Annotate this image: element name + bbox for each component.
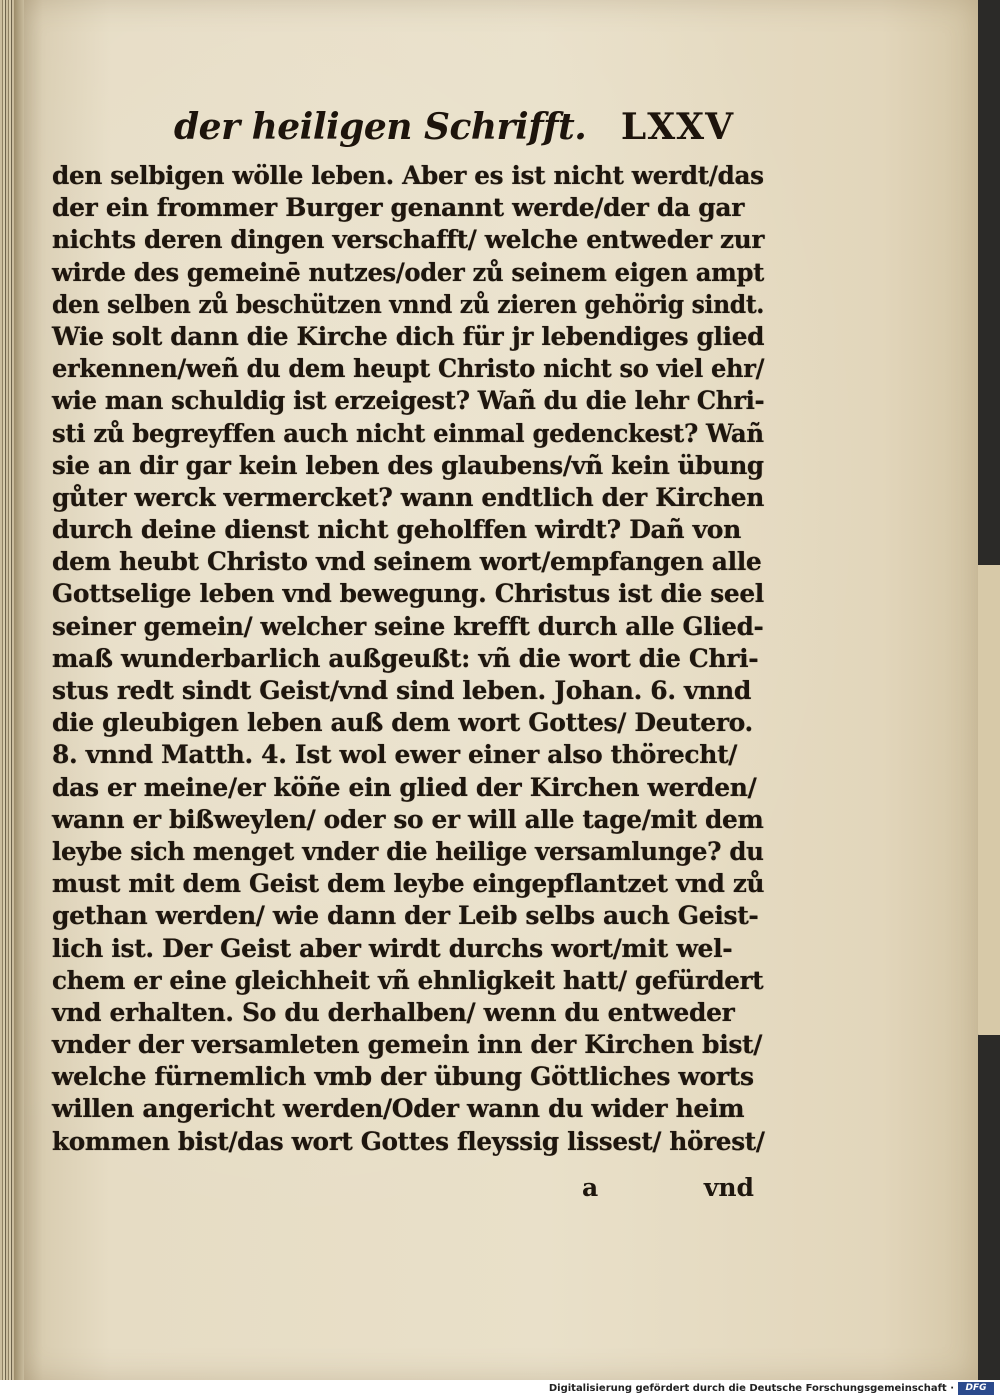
text-line: willen angericht werden/Oder wann du wider heim	[52, 1094, 745, 1124]
running-head-title: der heiligen Schrifft.	[174, 106, 587, 148]
text-line: wirde des gemeinē nutzes/oder zů seinem eigen ampt	[52, 257, 765, 287]
page-stack-edge	[0, 0, 14, 1380]
text-block	[52, 160, 765, 1158]
text-line: lich ist. Der Geist aber wirdt durchs wort/mit wel-	[52, 933, 733, 963]
text-line: stus redt sindt Geist/vnd sind leben. Johan. 6. vnnd	[52, 676, 751, 705]
catchword: vnd	[703, 1173, 754, 1202]
credit-bar	[0, 1380, 1000, 1397]
book-page	[14, 0, 978, 1380]
dfg-logo: DFG	[958, 1382, 994, 1395]
text-line: sti zů begreyffen auch nicht einmal gedenckest? Wañ	[52, 418, 764, 448]
text-line: den selbigen wölle leben. Aber es ist nicht werdt/das	[52, 161, 764, 190]
text-line: wie man schuldig ist erzeigest? Wañ du die lehr Chri-	[52, 386, 765, 416]
signature-mark: a	[582, 1173, 599, 1202]
text-line: dem heubt Christo vnd seinem wort/empfangen alle	[52, 547, 762, 577]
text-line: kommen bist/das wort Gottes fleyssig lissest/ hörest/	[52, 1126, 765, 1156]
text-line: der ein frommer Burger genannt werde/der da gar	[52, 193, 745, 223]
page-footer	[54, 1168, 754, 1208]
text-line: Gottselige leben vnd bewegung. Christus ist die seel	[52, 579, 764, 609]
text-line: seiner gemein/ welcher seine krefft durch alle Glied-	[52, 611, 764, 641]
funding-credit: Digitalisierung gefördert durch die Deutsche Forschungsgemeinschaft ·	[548, 1383, 954, 1394]
text-line: nichts deren dingen verschafft/ welche entweder zur	[52, 225, 765, 255]
folio-number: LXXV	[620, 106, 734, 148]
text-line: leybe sich menget vnder die heilige versamlunge? du	[52, 836, 764, 866]
text-line: Wie solt dann die Kirche dich für jr lebendiges glied	[52, 321, 765, 351]
text-line: vnd erhalten. So du derhalben/ wenn du entweder	[52, 997, 735, 1027]
text-line: die gleubigen leben auß dem wort Gottes/ Deutero.	[52, 708, 753, 738]
text-line: maß wunderbarlich außgeußt: vñ die wort die Chri-	[52, 643, 759, 673]
text-line: den selben zů beschützen vnnd zů zieren gehörig sindt.	[52, 289, 765, 319]
gutter-shadow	[14, 0, 24, 1380]
text-line: 8. vnnd Matth. 4. Ist wol ewer einer also thörecht/	[52, 740, 738, 770]
book-clasp-tab	[975, 565, 1000, 1035]
text-line: durch deine dienst nicht geholffen wirdt? Dañ von	[52, 515, 741, 545]
text-line: must mit dem Geist dem leybe eingepflantzet vnd zů	[52, 869, 765, 899]
running-head	[174, 102, 734, 152]
text-line: gethan werden/ wie dann der Leib selbs auch Geist-	[52, 901, 759, 931]
text-line: wann er bißweylen/ oder so er will alle tage/mit dem	[52, 804, 764, 834]
text-line: welche fürnemlich vmb der übung Göttliches worts	[52, 1062, 754, 1092]
text-line: sie an dir gar kein leben des glaubens/vñ kein übung	[52, 450, 764, 480]
text-line: das er meine/er köñe ein glied der Kirchen werden/	[52, 772, 757, 802]
text-line: vnder der versamleten gemein inn der Kirchen bist/	[52, 1030, 763, 1060]
text-line: gůter werck vermercket? wann endtlich der Kirchen	[52, 482, 764, 512]
text-line: chem er eine gleichheit vñ ehnligkeit hatt/ gefürdert	[52, 965, 764, 995]
text-line: erkennen/weñ du dem heupt Christo nicht so viel ehr/	[52, 354, 765, 384]
